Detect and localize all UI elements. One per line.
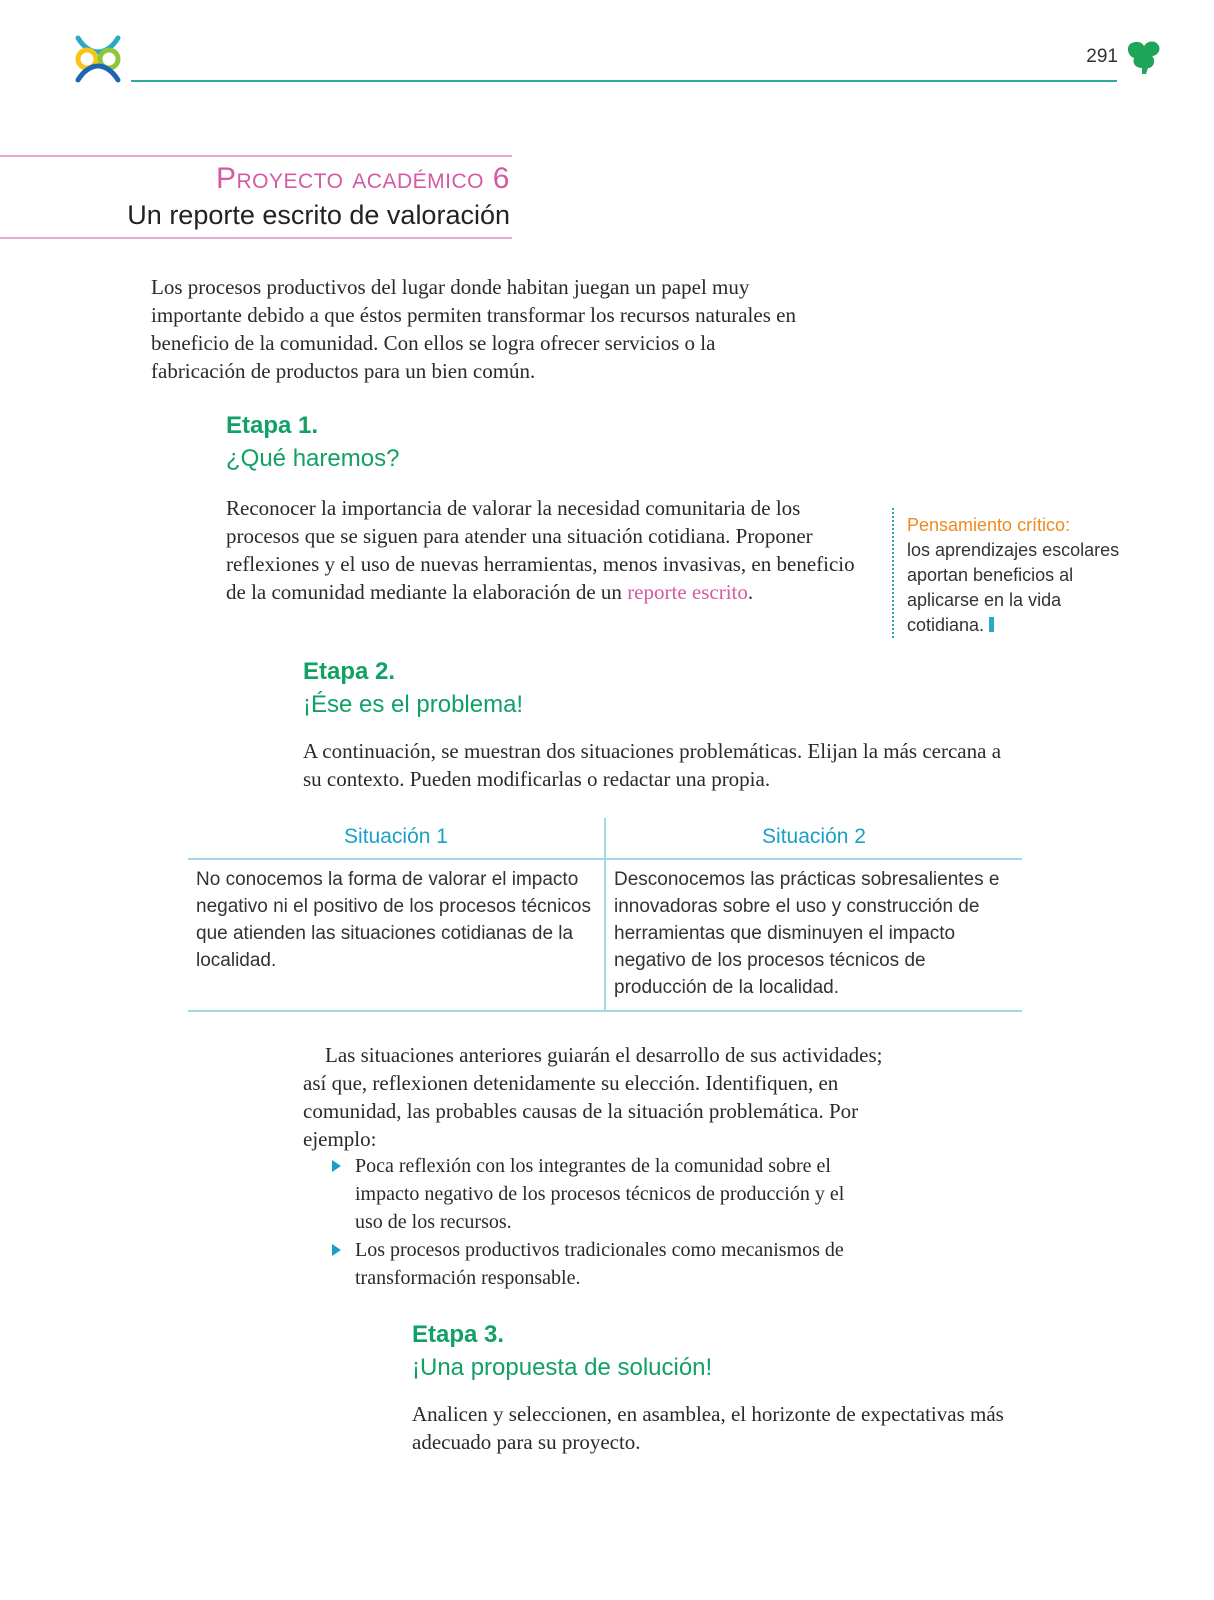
bullet-triangle-icon <box>332 1160 341 1172</box>
table-bottom-rule <box>188 1010 1022 1012</box>
etapa-3-heading: Etapa 3. <box>412 1321 505 1348</box>
leaf-icon <box>1126 38 1162 81</box>
title-rule-bottom <box>0 237 512 239</box>
etapa-1-subheading: ¿Qué haremos? <box>226 445 400 472</box>
etapa-1-body-end: . <box>747 580 754 604</box>
side-note-rule <box>892 508 894 638</box>
etapa-1-heading: Etapa 1. <box>226 412 319 439</box>
project-subtitle: Un reporte escrito de valoración <box>127 200 510 230</box>
etapa-1-heading-block <box>226 409 399 475</box>
etapa-3-body: Analicen y seleccionen, en asamblea, el horizonte de expectativas más adecuado para su proyecto. <box>412 1402 1004 1454</box>
side-note-text: los aprendizajes escolares aportan beneficios al aplicarse en la vida cotidiana. <box>907 540 1120 635</box>
list-item <box>330 1152 870 1236</box>
etapa-2-heading: Etapa 2. <box>303 658 396 685</box>
after-table-text: Las situaciones anteriores guiarán el desarrollo de sus actividades; así que, reflexionen detenidamente su elección. Identifiquen, en comunidad, las probables causas de la situación problemática. Por ejemplo: <box>303 1043 883 1151</box>
etapa-2-subheading: ¡Ése es el problema! <box>303 691 524 718</box>
after-table-paragraph <box>303 1041 893 1153</box>
etapa-2-heading-block <box>303 655 523 721</box>
causes-list <box>330 1152 870 1292</box>
bullet-triangle-icon <box>332 1244 341 1256</box>
table-cell-situacion-2: Desconocemos las prácticas sobresalientes e innovadoras sobre el uso y construcción de herramientas que disminuyen el impacto negativo de los procesos técnicos de producción de la localidad. <box>614 869 1000 998</box>
table-column-divider <box>604 818 606 1010</box>
etapa-3-heading-block <box>412 1318 712 1384</box>
etapa-1-body <box>226 494 866 606</box>
logo-icon <box>72 34 124 89</box>
reporte-escrito-link[interactable]: reporte escrito <box>627 580 748 604</box>
project-label: Proyecto académico 6 <box>215 162 510 195</box>
table-cell-situacion-1: No conocemos la forma de valorar el impacto negativo ni el positivo de los procesos técnicos que atienden las situaciones cotidianas de la localidad. <box>196 869 592 971</box>
etapa-2-body: A continuación, se muestran dos situaciones problemáticas. Elijan la más cercana a su contexto. Pueden modificarlas o redactar una propia. <box>303 739 1002 791</box>
list-item-text: Los procesos productivos tradicionales como mecanismos de transformación responsable. <box>355 1239 844 1289</box>
table-header-situacion-2: Situación 2 <box>762 825 866 848</box>
page-number: 291 <box>1086 46 1118 67</box>
side-note-heading: Pensamiento crítico: <box>907 515 1071 535</box>
list-item <box>330 1236 870 1292</box>
note-end-mark-icon <box>989 617 994 632</box>
side-note <box>907 513 1127 638</box>
table-header-situacion-1: Situación 1 <box>344 825 448 848</box>
etapa-3-subheading: ¡Una propuesta de solución! <box>412 1354 713 1381</box>
etapa-1-body-text: Reconocer la importancia de valorar la necesidad comunitaria de los procesos que se siguen para atender una situación cotidiana. Proponer reflexiones y el uso de nuevas herramientas, menos invasivas, en beneficio de la comunidad mediante la elaboración de un <box>226 496 855 604</box>
title-rule-top <box>0 155 512 157</box>
header-rule <box>131 80 1117 82</box>
list-item-text: Poca reflexión con los integrantes de la comunidad sobre el impacto negativo de los procesos técnicos de producción y el uso de los recursos. <box>355 1155 845 1233</box>
intro-paragraph: Los procesos productivos del lugar donde habitan juegan un papel muy importante debido a que éstos permiten transformar los recursos naturales en beneficio de la comunidad. Con ellos se logra ofrecer servicios o la fabricación de productos para un bien común. <box>151 275 796 383</box>
